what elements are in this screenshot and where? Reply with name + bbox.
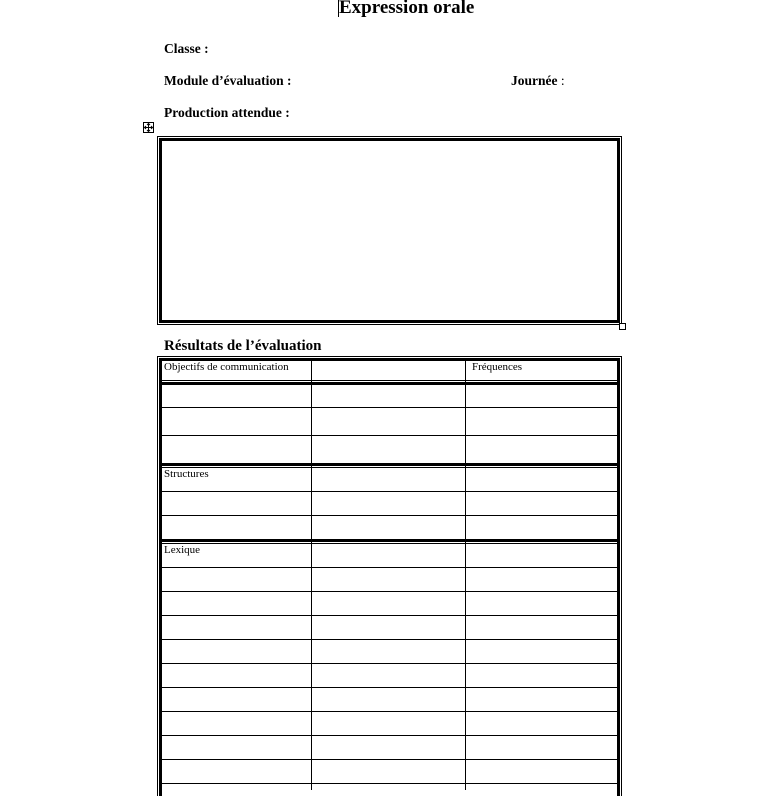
- section-divider: [160, 539, 619, 542]
- production-box-frame: [159, 138, 620, 323]
- column-divider: [311, 360, 312, 790]
- page-title: Expression orale: [339, 0, 475, 18]
- row-divider: [160, 515, 619, 516]
- row-divider: [160, 615, 619, 616]
- production-box[interactable]: [157, 136, 622, 325]
- column-header-objectives: Objectifs de communication: [164, 361, 289, 373]
- row-divider: [160, 407, 619, 408]
- row-divider: [160, 639, 619, 640]
- module-label: Module d’évaluation :: [164, 73, 292, 88]
- column-divider: [465, 360, 466, 790]
- row-divider: [160, 543, 619, 544]
- table-move-handle-icon[interactable]: [143, 122, 154, 133]
- row-divider: [160, 567, 619, 568]
- class-label: Classe :: [164, 41, 209, 56]
- day-label-colon: :: [557, 73, 565, 88]
- section-divider: [160, 382, 619, 385]
- results-title: Résultats de l’évaluation: [164, 338, 322, 354]
- header-row-divider: [160, 380, 619, 381]
- row-divider: [160, 467, 619, 468]
- section-divider: [160, 463, 619, 466]
- section-label-structures: Structures: [164, 468, 209, 480]
- table-resize-handle[interactable]: [619, 323, 626, 330]
- day-label-text: Journée: [511, 73, 558, 88]
- results-table: [157, 356, 622, 796]
- row-divider: [160, 687, 619, 688]
- row-divider: [160, 735, 619, 736]
- section-label-lexique: Lexique: [164, 544, 201, 556]
- row-divider: [160, 783, 619, 784]
- row-divider: [160, 435, 619, 436]
- row-divider: [160, 663, 619, 664]
- production-label: Production attendue :: [164, 105, 290, 120]
- row-divider: [160, 711, 619, 712]
- column-header-frequencies: Fréquences: [472, 361, 523, 373]
- results-table-frame: [159, 358, 620, 796]
- row-divider: [160, 491, 619, 492]
- row-divider: [160, 591, 619, 592]
- day-label: [511, 73, 565, 89]
- row-divider: [160, 759, 619, 760]
